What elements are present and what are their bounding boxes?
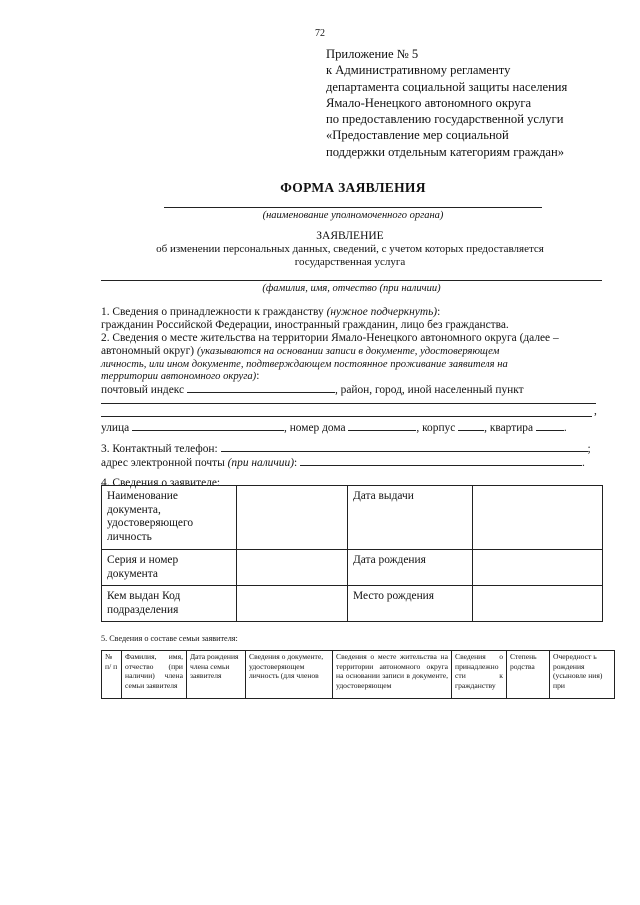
section1-title: [101, 306, 440, 319]
applicant-info-table: [101, 485, 603, 622]
locality-field-2[interactable]: [101, 416, 592, 417]
column-header: Фамилия, имя, отчество (при наличии) члена семьи заявителя: [122, 651, 187, 699]
section5-title: 5. Сведения о составе семьи заявителя:: [101, 634, 238, 643]
citizenship-options[interactable]: гражданин Российской Федерации, иностранный гражданин, лицо без гражданства.: [101, 319, 509, 331]
section2-italic: личность, или ином документе, подтверждающем постоянное проживание заявителя на: [101, 359, 508, 370]
phone-row: [101, 441, 591, 456]
form-title: ФОРМА ЗАЯВЛЕНИЯ: [280, 180, 426, 195]
section1-colon: :: [437, 306, 441, 318]
family-table: [101, 650, 615, 699]
table-label-cell: Место рождения: [348, 586, 473, 622]
table-label-cell: Дата выдачи: [348, 486, 473, 550]
phone-end: ;: [587, 443, 591, 455]
appendix-line: к Административному регламенту: [326, 63, 511, 78]
applicant-name-caption: (фамилия, имя, отчество (при наличии): [262, 283, 441, 294]
phone-label: 3. Контактный телефон:: [101, 443, 218, 455]
appendix-line: по предоставлению государственной услуги: [326, 112, 564, 127]
address-period: .: [563, 422, 567, 434]
table-row: [102, 550, 603, 586]
application-heading: ЗАЯВЛЕНИЕ: [316, 230, 384, 242]
email-hint: (при наличии): [227, 457, 294, 469]
appendix-line: департамента социальной защиты населения: [326, 79, 568, 94]
section1-title-text: 1. Сведения о принадлежности к гражданству: [101, 306, 327, 318]
postal-code-field[interactable]: [187, 382, 335, 393]
house-field[interactable]: [348, 420, 416, 431]
email-colon: :: [294, 457, 298, 469]
table-value-cell[interactable]: [473, 586, 603, 622]
application-subtitle-line: государственная услуга: [294, 255, 406, 268]
email-row: [101, 455, 585, 470]
apartment-label: , квартира: [484, 422, 534, 434]
email-end: .: [582, 457, 585, 469]
locality-field[interactable]: [101, 403, 596, 404]
page-number: 72: [315, 28, 325, 39]
street-field[interactable]: [132, 420, 284, 431]
table-value-cell[interactable]: [237, 586, 348, 622]
table-value-cell[interactable]: [473, 550, 603, 586]
appendix-line: Ямало-Ненецкого автономного округа: [326, 95, 532, 110]
authority-name-field[interactable]: [164, 207, 542, 208]
building-label: , корпус: [416, 422, 456, 434]
street-label: улица: [101, 422, 130, 434]
section2-italic: территории автономного округа): [101, 371, 257, 382]
table-value-cell[interactable]: [237, 486, 348, 550]
section2-line: 2. Сведения о месте жительства на территории Ямало-Ненецкого автономного округа (далее –: [101, 332, 559, 344]
table-label-cell: Дата рождения: [348, 550, 473, 586]
column-header: Степень родства: [507, 651, 550, 699]
column-header: № п/ п: [102, 651, 122, 699]
house-label: , номер дома: [284, 422, 346, 434]
apartment-field[interactable]: [536, 420, 564, 431]
table-value-cell[interactable]: [473, 486, 603, 550]
section2-colon: :: [256, 370, 260, 382]
appendix-line: Приложение № 5: [326, 47, 419, 61]
applicant-name-field[interactable]: [101, 280, 602, 281]
region-label: , район, город, иной населенный пункт: [334, 384, 524, 396]
section2-italic: (указываются на основании записи в документе, удостоверяющем: [196, 346, 500, 357]
table-value-cell[interactable]: [237, 550, 348, 586]
locality-comma: ,: [594, 405, 597, 417]
application-subtitle: [100, 243, 600, 268]
building-field[interactable]: [458, 420, 484, 431]
postal-row: [101, 382, 524, 397]
phone-field[interactable]: [221, 441, 588, 452]
appendix-line: «Предоставление мер социальной: [326, 128, 509, 143]
column-header: Дата рождения члена семьи заявителя: [187, 651, 246, 699]
application-subtitle-line: об изменении персональных данных, сведений, с учетом которых предоставляется: [156, 243, 544, 255]
column-header: Сведения о документе, удостоверяющем личность (для членов: [246, 651, 333, 699]
section1-hint: (нужное подчеркнуть): [326, 306, 438, 318]
postal-code-label: почтовый индекс: [101, 384, 185, 396]
appendix-header: [326, 46, 567, 160]
section2-plain: автономный округ): [101, 345, 197, 357]
section4-title: 4. Сведения о заявителе:: [101, 477, 221, 489]
table-header-row: [102, 651, 615, 699]
authority-caption: (наименование уполномоченного органа): [262, 210, 444, 221]
section2-line: [101, 345, 499, 358]
appendix-line: поддержки отдельным категориям граждан»: [326, 144, 565, 159]
email-field[interactable]: [300, 455, 582, 466]
column-header: Сведения о месте жительства на территории автономного округа на основании записи в документе, удостоверяющем: [333, 651, 452, 699]
table-label-cell: Кем выдан Код подразделения: [102, 586, 237, 622]
table-row: [102, 586, 603, 622]
column-header: Сведения о принадлежно сти к гражданству: [452, 651, 507, 699]
table-label-cell: Серия и номер документа: [102, 550, 237, 586]
table-row: [102, 486, 603, 550]
column-header: Очередност ь рождения (усыновле ния) при: [550, 651, 615, 699]
table-label-cell: Наименование документа, удостоверяющего личность: [102, 486, 237, 550]
address-row: [101, 420, 567, 435]
email-label: адрес электронной почты: [101, 457, 228, 469]
